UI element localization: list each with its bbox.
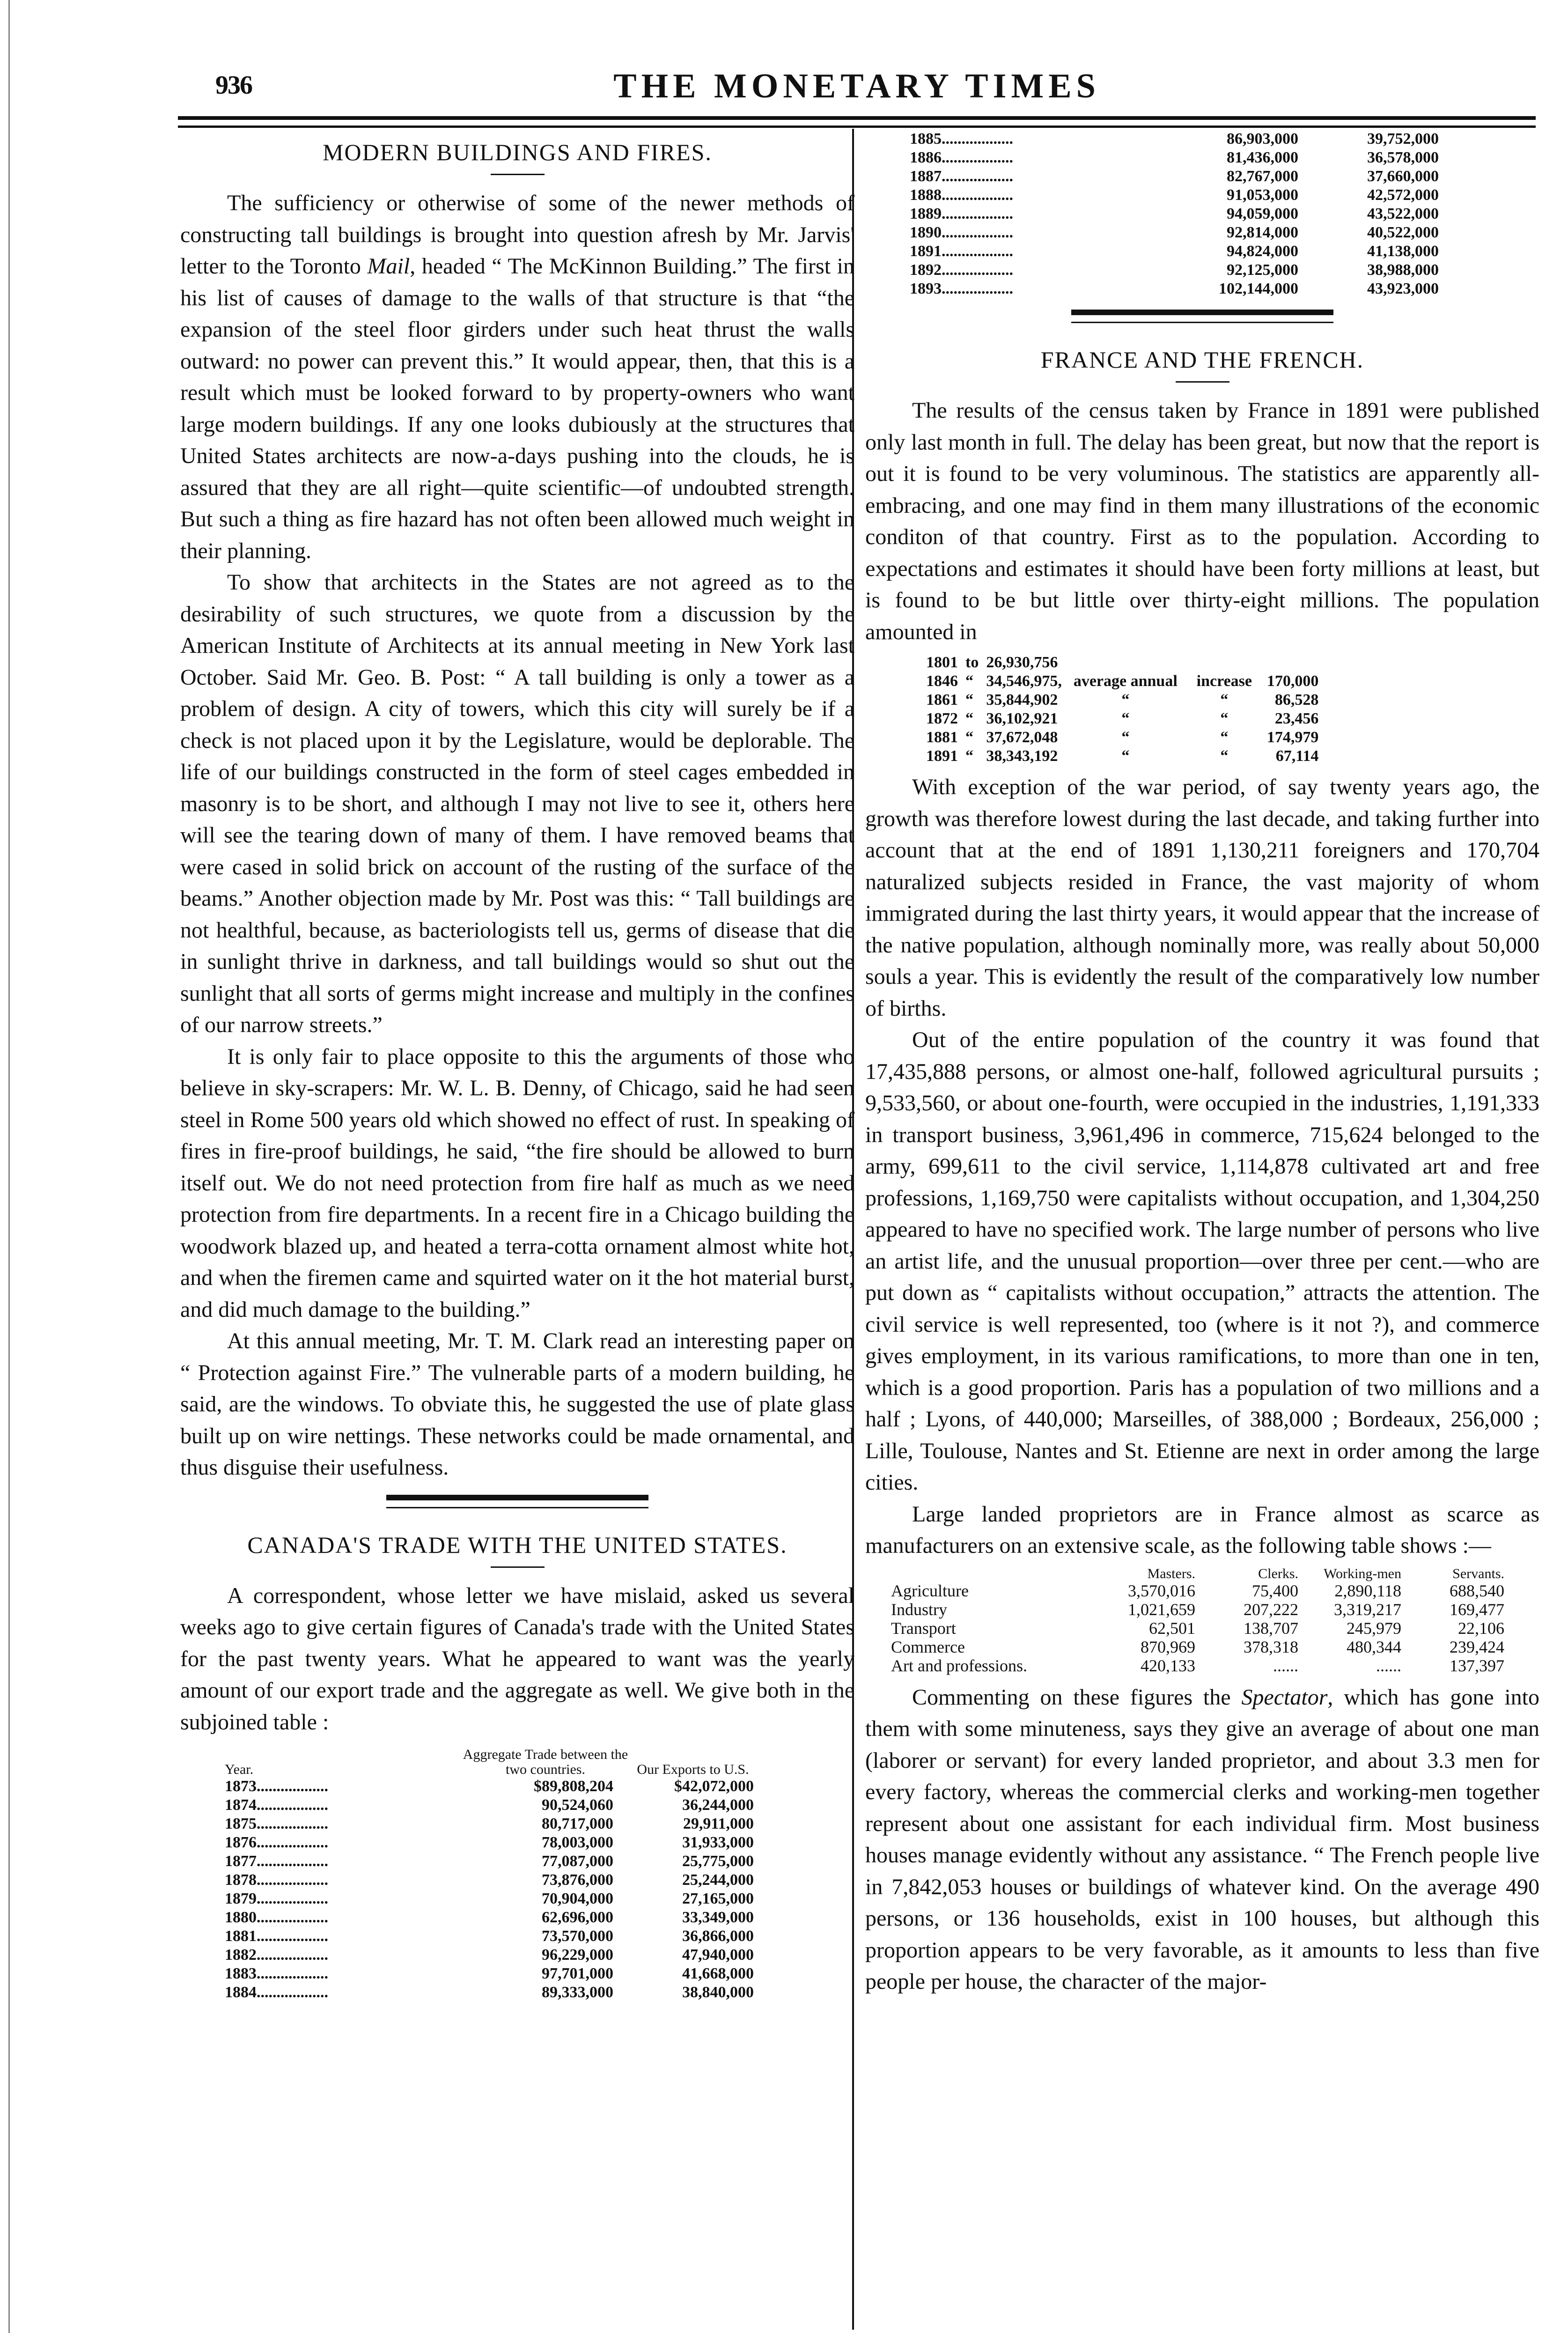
year-cell [910,186,1144,205]
value-cell: 207,222 [1244,1600,1298,1619]
exports-cell: 43,923,000 [1367,280,1439,297]
table-row [910,186,1439,205]
aggregate-trade-cell: 102,144,000 [1219,280,1298,297]
leader-dots: .................. [942,149,1013,166]
year-label: 1884 [225,1984,257,2001]
year-cell [910,280,1144,298]
ditto-cell: to [965,654,979,671]
exports-cell: 27,165,000 [682,1890,754,1907]
sector-label: Agriculture [891,1581,969,1600]
year-label: 1888 [910,186,942,204]
aggregate-trade-cell: $89,808,204 [534,1778,613,1795]
leader-dots: .................. [942,280,1013,297]
year-cell [910,261,1144,280]
article-title-modern-buildings: MODERN BUILDINGS AND FIRES. [323,139,712,165]
year-cell [225,1777,459,1796]
table-row [910,167,1439,186]
table-row [225,1852,754,1871]
table-row [910,280,1439,298]
table-row [225,1815,754,1833]
table-row [926,728,1326,747]
label-cell: increase [1196,672,1252,690]
increase-cell: 67,114 [1275,747,1319,765]
exports-cell: 37,660,000 [1367,168,1439,185]
increase-cell [1267,653,1326,672]
exports-cell: 25,775,000 [682,1853,754,1870]
population-cell: 38,343,192 [986,747,1058,765]
year-cell [225,1871,459,1890]
population-cell: 34,546,975, [986,672,1062,690]
exports-cell: 38,840,000 [682,1984,754,2001]
value-cell: ...... [1273,1656,1298,1675]
year-label: 1882 [225,1946,257,1964]
table-row [891,1581,1509,1600]
year-cell [225,1796,459,1815]
value-cell: 688,540 [1450,1581,1504,1600]
year-label: 1883 [225,1965,257,1982]
aggregate-trade-cell: 70,904,000 [542,1890,613,1907]
exports-cell: 43,522,000 [1367,205,1439,222]
value-cell: 378,318 [1244,1637,1298,1656]
year-cell [910,148,1144,167]
aggregate-trade-cell: 97,701,000 [542,1965,613,1982]
ditto-cell: “ [965,672,973,690]
exports-cell: 29,911,000 [683,1815,754,1832]
ditto-cell: “ [965,691,973,709]
value-cell: 75,400 [1252,1581,1298,1600]
leader-dots: .................. [942,261,1013,279]
exports-cell: 41,138,000 [1367,243,1439,260]
value-cell: 420,133 [1141,1656,1195,1675]
value-cell: 2,890,118 [1334,1581,1401,1600]
label-cell [1189,653,1267,672]
year-cell [225,1890,459,1908]
paragraph: With exception of the war period, of say twenty years ago, the growth was therefore lowest during the last decade, and taking further into account that at the end of 1891 1,130,211 foreigners and 170,704 naturalized subjects resided in France, the vast majority of whom immigrated during the last thirty years, it would appear that the increase of the native population, although nominally more, was really about 50,000 souls a year. This is evidently the result of the comparatively low number of births. [865,775,1539,1021]
label-cell [1069,653,1189,672]
year-label: 1890 [910,224,942,241]
table-row [926,691,1326,709]
exports-cell: 31,933,000 [682,1834,754,1851]
table-row [225,1964,754,1983]
year-cell [225,1946,459,1964]
year-cell [910,130,1144,148]
aggregate-trade-cell: 94,059,000 [1227,205,1298,222]
table-row [225,1927,754,1946]
leader-dots: .................. [257,1778,328,1795]
article-title-france: FRANCE AND THE FRENCH. [1040,347,1364,373]
table-row [910,242,1439,261]
scan-edge [8,0,10,2333]
value-cell: 137,397 [1450,1656,1504,1675]
value-cell: 245,979 [1347,1618,1401,1638]
label-cell: “ [1220,691,1229,709]
leader-dots: .................. [257,1815,328,1832]
leader-dots: .................. [257,1871,328,1889]
year-cell [225,1852,459,1871]
increase-cell: 174,979 [1266,729,1319,746]
italic-publication: Spectator [1241,1684,1328,1710]
leader-dots: .................. [257,1909,328,1926]
leader-dots: .................. [942,168,1013,185]
header-rule [178,116,1536,120]
sector-label: Art and professions. [891,1656,1027,1675]
table-row [910,205,1439,223]
exports-cell: 25,244,000 [682,1871,754,1889]
paragraph: The sufficiency or otherwise of some of the newer methods of constructing tall buildings is brought into question afresh by Mr. Jarvis' letter to the Toronto Mail, headed “ The McKinnon Building.” The first in his list of causes of damage to the walls of that structure is that “the expansion of the steel floor girders under such heat thrust the walls outward: no power can prevent this.” It would appear, then, that this is a result which must be looked forward to by property-owners who want large modern buildings. If any one looks dubiously at the structures that United States architects are now-a-days pushing into the clouds, he is assured that they are all right—quite scientific—of undoubted strength. But such a thing as fire hazard has not often been allowed much weight in their planning. [180,191,854,563]
year-label: 1879 [225,1890,257,1907]
leader-dots: .................. [257,1834,328,1851]
year-label: 1875 [225,1815,257,1832]
leader-dots: .................. [942,224,1013,241]
table-row [225,1946,754,1964]
page-header [178,67,1536,108]
leader-dots: .................. [257,1927,328,1945]
paragraph: At this annual meeting, Mr. T. M. Clark read an interesting paper on “ Protection against Fire.” The vulnerable parts of a modern building, he said, are the windows. To obviate this, he suggested the use of plate glass built up on wire nettings. These networks could be made ornamental, and thus disguise their usefulness. [180,1329,854,1480]
sector-label: Industry [891,1600,947,1619]
ditto-cell: “ [965,729,973,746]
title-rule [491,1566,545,1568]
value-cell: 870,969 [1141,1637,1195,1656]
leader-dots: .................. [942,186,1013,204]
year-cell [910,223,1144,242]
aggregate-trade-cell: 82,767,000 [1227,168,1298,185]
year-cell [225,1908,459,1927]
aggregate-trade-cell: 78,003,000 [542,1834,613,1851]
table-row [926,747,1326,766]
increase-cell: 86,528 [1274,691,1319,709]
year-label: 1874 [225,1796,257,1814]
value-cell: 239,424 [1450,1637,1504,1656]
paragraph: Out of the entire population of the country it was found that 17,435,888 persons, or almost one-half, followed agricultural pursuits ; 9,533,560, or about one-fourth, were occupied in the industries, 1,191,333 in transport business, 3,961,496 in commerce, 715,624 belonged to the army, 699,611 to the civil service, 1,114,878 cultivated art and free professions, 1,169,750 were capitalists without occupation, and 1,304,250 appeared to have no specified work. The large number of persons who live an artist life, and the unusual proportion—over three per cent.—who are put down as “ capitalists without occupation,” attracts the attention. The civil service is well represented, too (where is it not ?), and commerce gives employment, in its various ramifications, to more than one in ten, which is a good proportion. Paris has a population of two millions and a half ; Lyons, of 440,000; Marseilles, of 388,000 ; Bordeaux, 256,000 ; Lille, Toulouse, Nantes and St. Etienne are next in order among the large cities. [865,1027,1539,1495]
aggregate-trade-cell: 73,876,000 [542,1871,613,1889]
year-cell [910,167,1144,186]
table-row [225,1871,754,1890]
aggregate-trade-cell: 81,436,000 [1227,149,1298,166]
year-cell: 1881 [926,729,958,746]
year-label: 1886 [910,149,942,166]
label-cell: “ [1121,729,1130,746]
aggregate-trade-cell: 73,570,000 [542,1927,613,1945]
col-header: Working-men [1324,1565,1401,1581]
value-cell: 3,319,217 [1334,1600,1401,1619]
population-cell: 26,930,756 [986,654,1058,671]
ditto-cell: “ [965,747,973,765]
leader-dots: .................. [257,1965,328,1982]
title-rule [1176,381,1229,383]
occupation-table [891,1566,1509,1675]
section-separator [1071,310,1333,323]
label-cell: “ [1220,729,1229,746]
year-cell [225,1983,459,2002]
title-rule [491,174,545,175]
paragraph: To show that architects in the States are not agreed as to the desirability of such structures, we quote from a discussion by the American Institute of Architects at its annual meeting in New York last October. Said Mr. Geo. B. Post: “ A tall building is only a tower as a problem of design. A city of towers, which this city will surely be if a check is not placed upon it by the Legislature, would be deplorable. The life of our buildings constructed in the form of steel cages embedded in masonry is to be short, and although I may not live to see it, others here will see the tearing down of many of them. I have removed beams that were cased in solid brick on account of the rusting of the surface of the beams.” Another objection made by Mr. Post was this: “ Tall buildings are not healthful, because, as bacteriologists tell us, germs of disease that die in sunlight thrive in darkness, and tall buildings would so shut out the sunlight that all sorts of germs might increase and multiply in the confines of our narrow streets.” [180,570,854,1037]
year-label: 1887 [910,168,942,185]
table-row [225,1890,754,1908]
col-header: Clerks. [1258,1565,1298,1581]
year-label: 1881 [225,1927,257,1945]
table-row [926,653,1326,672]
table-row [891,1600,1509,1619]
label-cell: “ [1121,710,1130,727]
table-row [225,1796,754,1815]
value-cell: 138,707 [1244,1618,1298,1638]
table-row [910,130,1439,148]
year-cell: 1891 [926,747,958,765]
col-header-exports: Our Exports to U.S. [637,1762,749,1777]
trade-table-continued [910,130,1439,298]
leader-dots: .................. [942,205,1013,222]
increase-cell: 23,456 [1274,710,1319,727]
year-label: 1877 [225,1853,257,1870]
aggregate-trade-cell: 86,903,000 [1227,130,1298,148]
exports-cell: 36,244,000 [682,1796,754,1814]
paragraph: A correspondent, whose letter we have mislaid, asked us several weeks ago to give certain figures of Canada's trade with the United States for the past twenty years. What he appeared to want was the yearly amount of our export trade and the aggregate as well. We give both in the subjoined table : [180,1583,854,1735]
paragraph: It is only fair to place opposite to this the arguments of those who believe in sky-scrapers: Mr. W. L. B. Denny, of Chicago, said he had seen steel in Rome 500 years old which showed no effect of rust. In speaking of fires in fire-proof buildings, he said, “the fire should be allowed to burn itself out. We do not need protection from fire half as much as we need protection from fire departments. In a recent fire in a Chicago building the woodwork blazed up, and heated a terra-cotta ornament almost white hot, and when the firemen came and squirted water on it the hot material burst, and did much damage to the building.” [180,1044,854,1322]
col-header [891,1566,1097,1581]
page-number: 936 [215,71,252,100]
aggregate-trade-cell: 62,696,000 [542,1909,613,1926]
year-label: 1885 [910,130,942,148]
label-cell: “ [1220,747,1229,765]
exports-cell: 36,866,000 [682,1927,754,1945]
table-row [225,1983,754,2002]
italic-publication: Mail [367,254,410,279]
header-rule-lower [178,126,1536,128]
year-label: 1880 [225,1909,257,1926]
table-row [891,1656,1509,1675]
year-cell: 1872 [926,710,958,727]
col-header: Masters. [1147,1565,1195,1581]
year-label: 1891 [910,243,942,260]
exports-cell: 33,349,000 [682,1909,754,1926]
population-cell: 37,672,048 [986,729,1058,746]
exports-cell: $42,072,000 [674,1778,754,1795]
ditto-cell: “ [965,710,973,727]
sector-label: Transport [891,1618,956,1638]
table-row [910,148,1439,167]
aggregate-trade-cell: 77,087,000 [542,1853,613,1870]
value-cell: 169,477 [1450,1600,1504,1619]
aggregate-trade-cell: 91,053,000 [1227,186,1298,204]
exports-cell: 40,522,000 [1367,224,1439,241]
right-column [865,130,1540,1998]
leader-dots: .................. [942,130,1013,148]
table-header-row [225,1747,754,1777]
value-cell: ...... [1376,1656,1401,1675]
year-cell [910,242,1144,261]
leader-dots: .................. [942,243,1013,260]
population-cell: 36,102,921 [986,710,1058,727]
trade-table [225,1747,754,2002]
year-label: 1873 [225,1778,257,1795]
leader-dots: .................. [257,1853,328,1870]
year-label: 1889 [910,205,942,222]
leader-dots: .................. [257,1946,328,1964]
aggregate-trade-cell: 92,125,000 [1227,261,1298,279]
year-label: 1878 [225,1871,257,1889]
sector-label: Commerce [891,1637,965,1656]
year-label: 1892 [910,261,942,279]
aggregate-trade-cell: 94,824,000 [1227,243,1298,260]
value-cell: 1,021,659 [1128,1600,1195,1619]
table-row [225,1777,754,1796]
aggregate-trade-cell: 80,717,000 [542,1815,613,1832]
table-row [910,261,1439,280]
table-row [910,223,1439,242]
year-cell: 1846 [926,672,958,690]
paragraph: Large landed proprietors are in France almost as scarce as manufacturers on an extensive scale, as the following table shows :— [865,1501,1539,1558]
increase-cell: 170,000 [1266,672,1319,690]
population-table [926,653,1326,766]
value-cell: 480,344 [1347,1637,1401,1656]
value-cell: 62,501 [1149,1618,1195,1638]
year-cell [225,1833,459,1852]
year-label: 1876 [225,1834,257,1851]
table-row [926,672,1326,691]
col-header-year: Year. [225,1762,254,1777]
year-cell: 1801 [926,654,958,671]
aggregate-trade-cell: 92,814,000 [1227,224,1298,241]
article-title-canada-trade: CANADA'S TRADE WITH THE UNITED STATES. [247,1531,788,1558]
left-column [180,133,854,2002]
section-separator [386,1495,648,1508]
exports-cell: 38,988,000 [1367,261,1439,279]
population-cell: 35,844,902 [986,691,1058,709]
aggregate-trade-cell: 96,229,000 [542,1946,613,1964]
table-row [891,1638,1509,1656]
table-row [225,1908,754,1927]
leader-dots: .................. [257,1984,328,2001]
value-cell: 3,570,016 [1128,1581,1195,1600]
label-cell: “ [1121,747,1130,765]
col-header-aggregate: Aggregate Trade between the two countries. [463,1747,628,1777]
exports-cell: 39,752,000 [1367,130,1439,148]
exports-cell: 42,572,000 [1367,186,1439,204]
year-cell [910,205,1144,223]
paragraph: The results of the census taken by France in 1891 were published only last month in full. The delay has been great, but now that the report is out it is found to be very voluminous. The statistics are apparently all-embracing, and one may find in them many illustrations of the economic conditon of that country. First as to the population. According to expectations and estimates it should have been forty millions at least, but is found to be but little over thirty-eight millions. The population amounted in [865,398,1539,644]
year-cell [225,1927,459,1946]
col-header: Servants. [1452,1565,1504,1581]
paragraph: Commenting on these figures the Spectator, which has gone into them with some minuteness, says they give an average of about one man (laborer or servant) for every landed proprietor, and about 3.3 men for every factory, whereas the commercial clerks and working-men together represent about one assistant for each individual firm. Most business houses manage evidently without any assistance. “ The French people live in 7,842,053 houses or buildings of whatever kind. On the average 490 persons, or 136 households, exist in 100 houses, but although this proportion appears to be very favorable, as it amounts to less than five people per house, the character of the major- [865,1684,1540,1994]
exports-cell: 41,668,000 [682,1965,754,1982]
leader-dots: .................. [257,1890,328,1907]
masthead: THE MONETARY TIMES [613,67,1100,105]
table-row [891,1619,1509,1638]
label-cell: average annual [1073,672,1178,690]
aggregate-trade-cell: 90,524,060 [542,1796,613,1814]
table-row [926,709,1326,728]
label-cell: “ [1121,691,1130,709]
exports-cell: 36,578,000 [1367,149,1439,166]
year-cell [225,1815,459,1833]
year-label: 1893 [910,280,942,297]
leader-dots: .................. [257,1796,328,1814]
exports-cell: 47,940,000 [682,1946,754,1964]
table-header-row [891,1566,1509,1581]
year-cell [225,1964,459,1983]
value-cell: 22,106 [1458,1618,1504,1638]
table-row [225,1833,754,1852]
label-cell: “ [1220,710,1229,727]
year-cell: 1861 [926,691,958,709]
aggregate-trade-cell: 89,333,000 [542,1984,613,2001]
